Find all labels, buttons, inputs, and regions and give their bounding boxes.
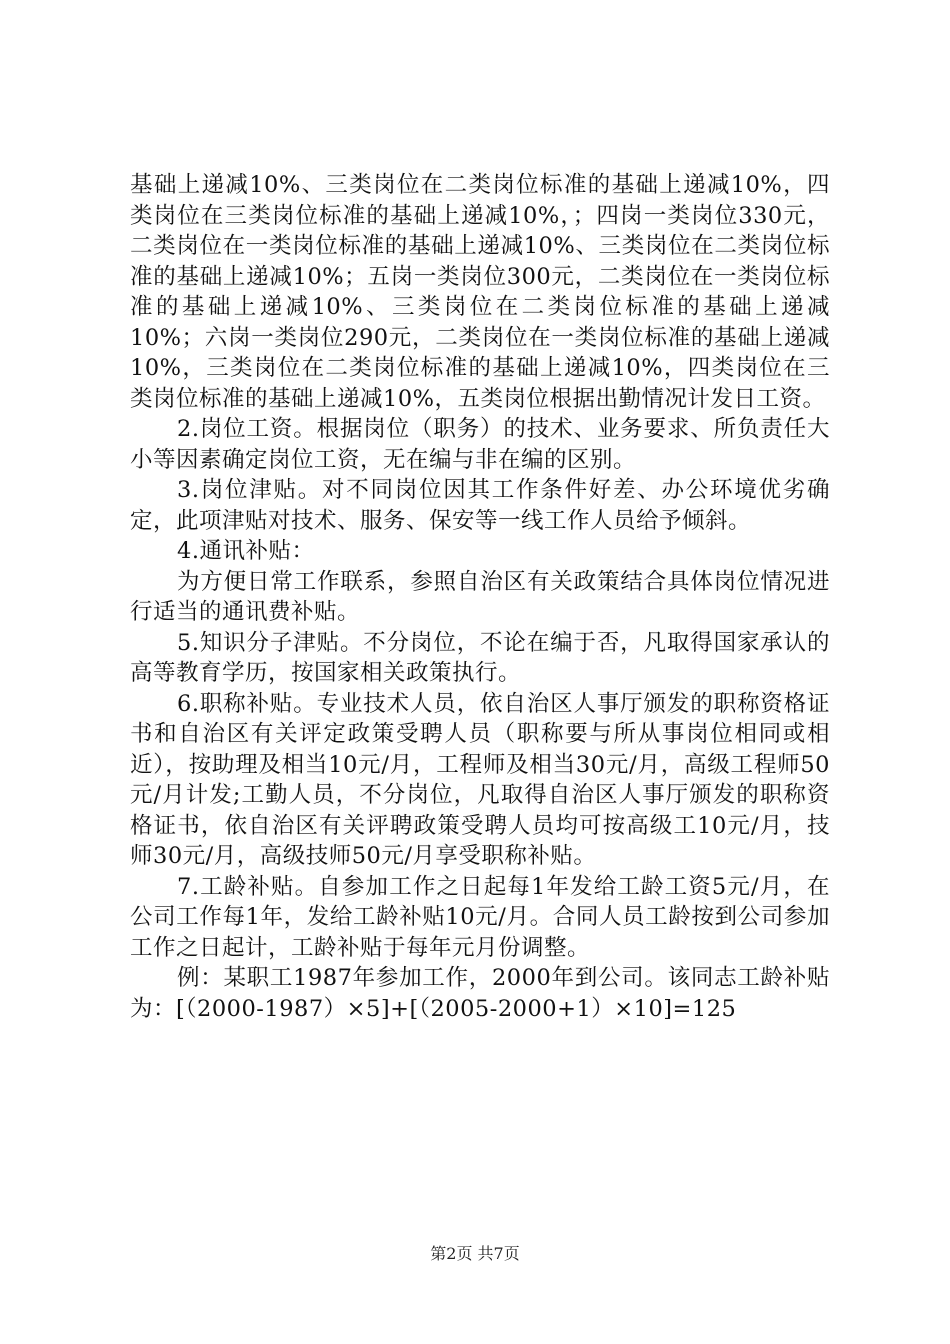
paragraph-post-wage: 2.岗位工资。根据岗位（职务）的技术、业务要求、所负责任大小等因素确定岗位工资，无在编与非在编的区别。 [130,416,830,473]
paragraph-title-subsidy: 6.职称补贴。专业技术人员，依自治区人事厅颁发的职称资格证书和自治区有关评定政策受聘人员（职称要与所从事岗位相同或相近），按助理及相当10元/月，工程师及相当30元/月，高级工程师50元/月计发;工勤人员，不分岗位，凡取得自治区人事厅颁发的职称资格证书，依自治区有关评聘政策受聘人员均可按高级工10元/月，技师30元/月，高级技师50元/月享受职称补贴。 [130,690,830,869]
paragraph-salary-continuation: 基础上递减10%、三类岗位在二类岗位标准的基础上递减10%，四类岗位在三类岗位标准的基础上递减10%，；四岗一类岗位330元，二类岗位在一类岗位标准的基础上递减10%、三类岗位在二类岗位标准的基础上递减10%；五岗一类岗位300元，二类岗位在一类岗位标准的基础上递减10%、三类岗位在二类岗位标准的基础上递减10%；六岗一类岗位290元，二类岗位在一类岗位标准的基础上递减10%，三类岗位在二类岗位标准的基础上递减10%，四类岗位在三类岗位标准的基础上递减10%，五类岗位根据出勤情况计发日工资。 [130,172,830,412]
page-number-footer: 第2页 共7页 [430,1244,520,1263]
paragraph-seniority-subsidy: 7.工龄补贴。自参加工作之日起每1年发给工龄工资5元/月，在公司工作每1年，发给工龄补贴10元/月。合同人员工龄按到公司参加工作之日起计，工龄补贴于每年元月份调整。 [130,873,830,961]
document-body [130,170,830,1024]
paragraph-intellectual-allowance: 5.知识分子津贴。不分岗位，不论在编于否，凡取得国家承认的高等教育学历，按国家相关政策执行。 [130,629,830,686]
paragraph-communication-heading: 4.通讯补贴： [177,538,315,564]
paragraph-communication-subsidy: 为方便日常工作联系，参照自治区有关政策结合具体岗位情况进行适当的通讯费补贴。 [130,568,830,625]
paragraph-example: 例：某职工1987年参加工作，2000年到公司。该同志工龄补贴为：[（2000-1987）×5]+[（2005-2000+1）×10]=125 [130,965,830,1022]
paragraph-post-allowance: 3.岗位津贴。对不同岗位因其工作条件好差、办公环境优劣确定，此项津贴对技术、服务、保安等一线工作人员给予倾斜。 [130,477,830,534]
